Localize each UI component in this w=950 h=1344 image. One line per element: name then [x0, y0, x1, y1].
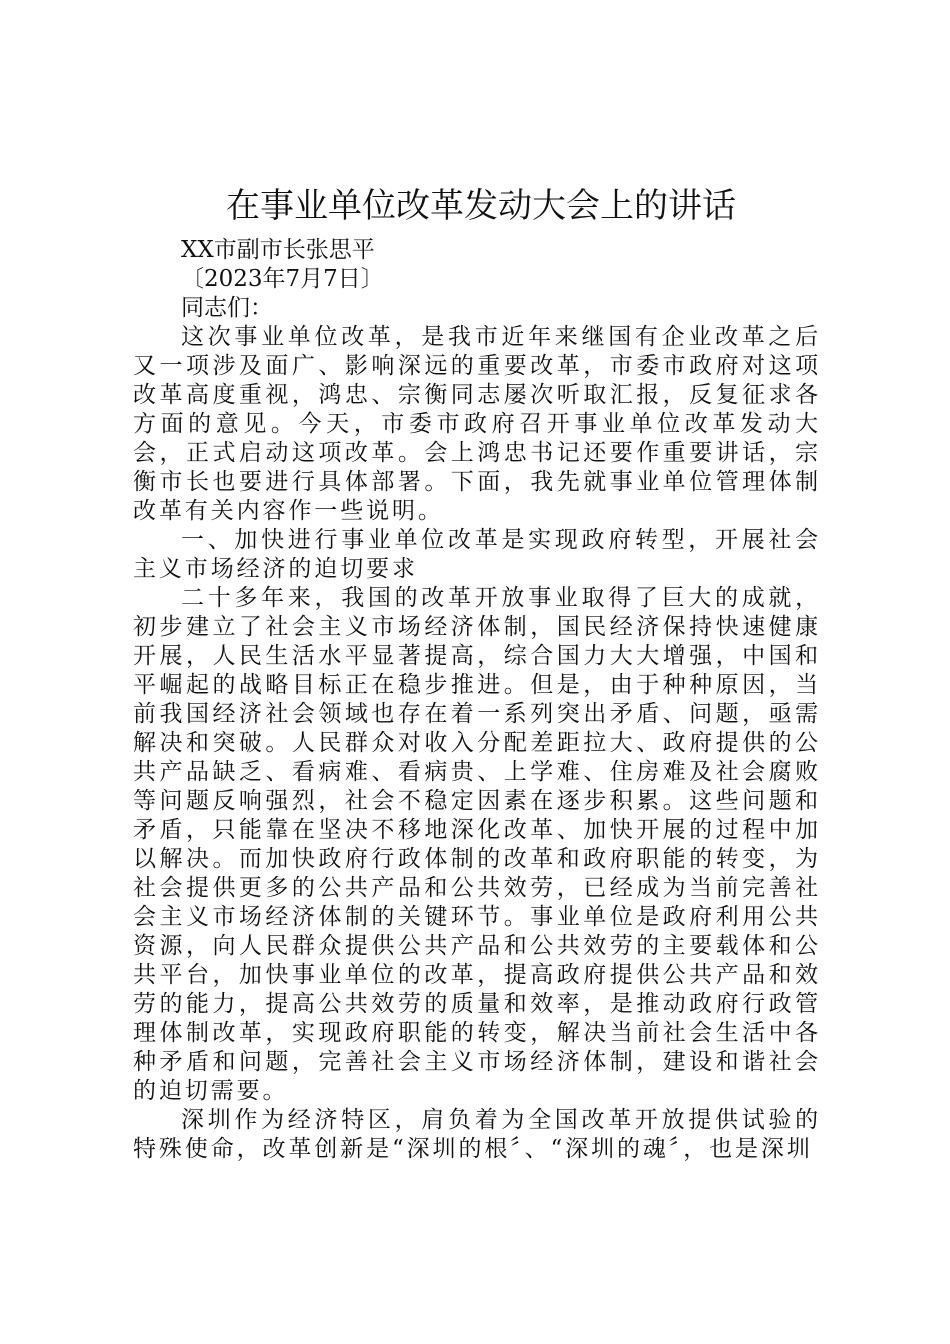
- document-title: 在事业单位改革发动大会上的讲话: [226, 186, 736, 226]
- speech-date: 〔2023年7月7日〕: [181, 266, 384, 292]
- document-page: [133, 182, 821, 1164]
- speaker-line: XX市副市长张思平: [181, 237, 375, 263]
- section-heading-1: 一、加快进行事业单位改革是实现政府转型，开展社会主义市场经济的迫切要求: [133, 527, 821, 582]
- paragraph-intro: 这次事业单位改革，是我市近年来继国有企业改革之后又一项涉及面广、影响深远的重要改革，市委市政府对这项改革高度重视，鸿忠、宗衡同志屡次听取汇报，反复征求各方面的意见。今天，市委市政府召开事业单位改革发动大会，正式启动这项改革。会上鸿忠书记还要作重要讲话，宗衡市长也要进行具体部署。下面，我先就事业单位管理体制改革有关内容作一些说明。: [133, 324, 821, 524]
- paragraph-reform-background: 二十多年来，我国的改革开放事业取得了巨大的成就，初步建立了社会主义市场经济体制，国民经济保持快速健康开展，人民生活水平显著提高，综合国力大大增强，中国和平崛起的战略目标正在稳步推进。但是，由于种种原因，当前我国经济社会领域也存在着一系列突出矛盾、问题，亟需解决和突破。人民群众对收入分配差距拉大、政府提供的公共产品缺乏、看病难、看病贵、上学难、住房难及社会腐败等问题反响强烈，社会不稳定因素在逐步积累。这些问题和矛盾，只能靠在坚决不移地深化改革、加快开展的过程中加以解决。而加快政府行政体制的改革和政府职能的转变，为社会提供更多的公共产品和公共效劳，已经成为当前完善社会主义市场经济体制的关键环节。事业单位是政府利用公共资源，向人民群众提供公共产品和公共效劳的主要载体和公共平台，加快事业单位的改革，提高政府提供公共产品和效劳的能力，提高公共效劳的质量和效率，是推动政府行政管理体制改革，实现政府职能的转变，解决当前社会生活中各种矛盾和问题，完善社会主义市场经济体制，建设和谐社会的迫切需要。: [133, 585, 821, 1104]
- salutation: 同志们：: [181, 295, 273, 321]
- paragraph-shenzhen: 深圳作为经济特区，肩负着为全国改革开放提供试验的特殊使命，改革创新是“深圳的根〞、“深圳的魂〞，也是深圳: [133, 1107, 821, 1162]
